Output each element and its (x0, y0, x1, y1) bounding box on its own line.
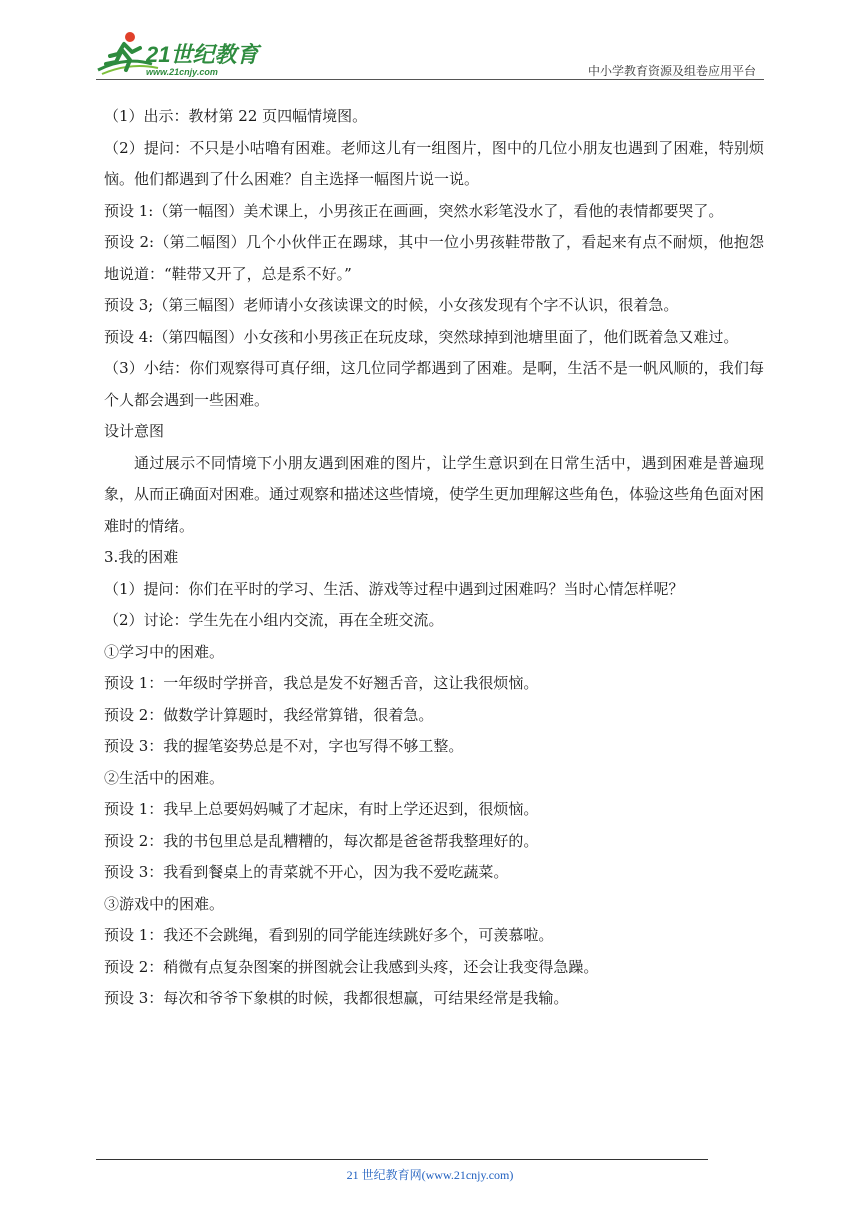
header-divider (96, 79, 764, 80)
subheading: ③游戏中的困难。 (104, 894, 225, 913)
paragraph: 预设 1：一年级时学拼音，我总是发不好翘舌音，这让我很烦恼。 (104, 674, 539, 692)
paragraph: 预设 3：我的握笔姿势总是不对，字也写得不够工整。 (104, 737, 464, 755)
footer-link[interactable]: 21 世纪教育网(www.21cnjy.com) (346, 1168, 514, 1182)
logo-text: 21世纪教育 (146, 42, 259, 67)
paragraph: 预设 4:（第四幅图）小女孩和小男孩正在玩皮球，突然球掉到池塘里面了，他们既着急又难过。 (104, 327, 739, 346)
paragraph: （2）讨论：学生先在小组内交流，再在全班交流。 (104, 611, 444, 629)
paragraph: 预设 1：我早上总要妈妈喊了才起床，有时上学还迟到，很烦恼。 (104, 800, 539, 818)
paragraph: 预设 1：我还不会跳绳，看到别的同学能连续跳好多个，可羡慕啦。 (104, 926, 554, 944)
paragraph: （3）小结：你们观察得可真仔细，这几位同学都遇到了困难。是啊，生活不是一帆风顺的，我们每个人都会遇到一些困难。 (104, 359, 764, 409)
paragraph: 预设 3;（第三幅图）老师请小女孩读课文的时候，小女孩发现有个字不认识，很着急。 (104, 296, 679, 314)
21cnjy-logo (96, 30, 266, 78)
paragraph: 通过展示不同情境下小朋友遇到困难的图片，让学生意识到在日常生活中，遇到困难是普遍现象，从而正确面对困难。通过观察和描述这些情境，使学生更加理解这些角色，体验这些角色面对困难时的情绪。 (104, 453, 765, 535)
page-header (0, 0, 860, 84)
paragraph: （2）提问：不只是小咕噜有困难。老师这儿有一组图片，图中的几位小朋友也遇到了困难，特别烦恼。他们都遇到了什么困难？自主选择一幅图片说一说。 (104, 138, 764, 188)
document-body (104, 101, 764, 1015)
subheading: ①学习中的困难。 (104, 642, 225, 661)
paragraph: 预设 2：做数学计算题时，我经常算错，很着急。 (104, 705, 434, 724)
subheading: ②生活中的困难。 (104, 768, 225, 787)
section-heading: 3.我的困难 (104, 548, 179, 566)
paragraph: （1）出示：教材第 22 页四幅情境图。 (104, 107, 368, 125)
paragraph: 预设 2:（第二幅图）几个小伙伴正在踢球，其中一位小男孩鞋带散了，看起来有点不耐烦，他抱怨地说道：“鞋带又开了，总是系不好。” (104, 233, 764, 283)
section-heading: 设计意图 (104, 422, 165, 440)
platform-name: 中小学教育资源及组卷应用平台 (587, 64, 756, 78)
footer-divider (96, 1159, 708, 1160)
paragraph: 预设 3：我看到餐桌上的青菜就不开心，因为我不爱吃蔬菜。 (104, 863, 509, 881)
paragraph: 预设 2：我的书包里总是乱糟糟的，每次都是爸爸帮我整理好的。 (104, 831, 539, 850)
paragraph: 预设 1:（第一幅图）美术课上，小男孩正在画画，突然水彩笔没水了，看他的表情都要哭了。 (104, 201, 724, 220)
paragraph: 预设 2：稍微有点复杂图案的拼图就会让我感到头疼，还会让我变得急躁。 (104, 957, 599, 976)
paragraph: （1）提问：你们在平时的学习、生活、游戏等过程中遇到过困难吗？当时心情怎样呢？ (104, 579, 684, 598)
paragraph: 预设 3：每次和爷爷下象棋的时候，我都很想赢，可结果经常是我输。 (104, 989, 569, 1007)
logo-url: www.21cnjy.com (146, 67, 218, 77)
